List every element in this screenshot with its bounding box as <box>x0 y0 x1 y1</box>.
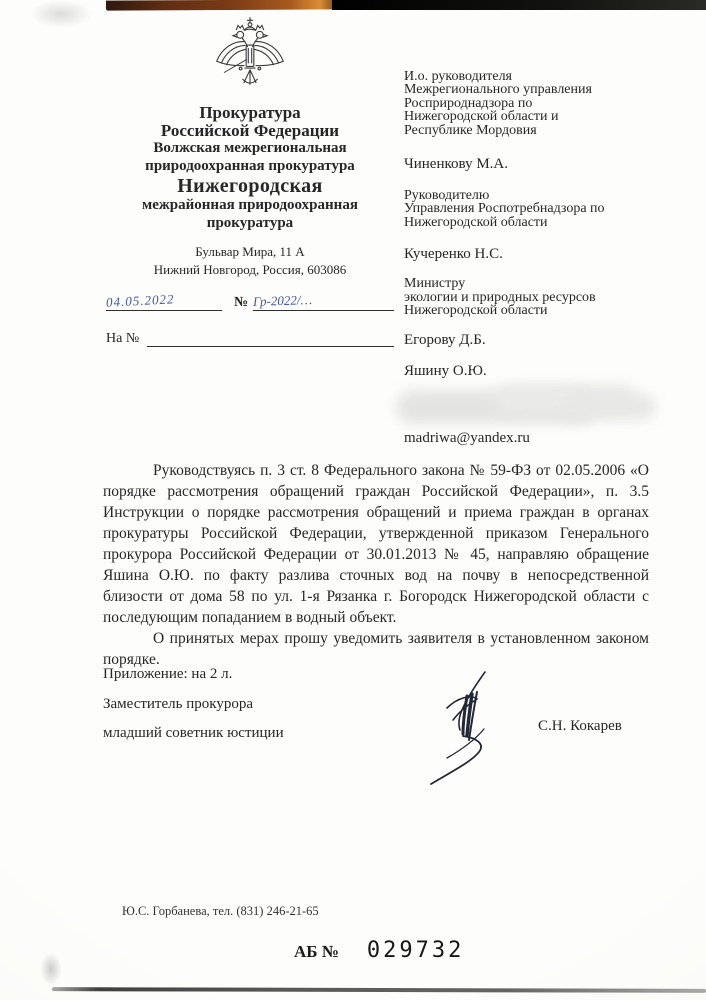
org-line: природоохранная прокуратура <box>145 157 355 174</box>
signer-title: младший советник юстиции <box>103 725 284 741</box>
redaction-blob <box>566 394 656 420</box>
scan-edge-wood <box>106 0 336 11</box>
reply-reference-row <box>106 327 394 347</box>
reply-field <box>147 346 394 347</box>
recipient-line: Нижегородской области <box>404 303 548 319</box>
recipient-name: Чиненкову М.А. <box>404 156 509 173</box>
recipient-group <box>404 277 660 317</box>
recipient-line: Росприроднадзора по <box>404 95 533 111</box>
letter-body <box>103 460 649 670</box>
recipient-name: Егорову Д.Б. <box>404 332 486 349</box>
recipients-block <box>404 70 660 447</box>
signer-title: Заместитель прокурора <box>103 696 253 712</box>
recipient-line: Министру <box>404 276 466 292</box>
recipient-line: Управления Роспотребнадзора по <box>404 201 605 217</box>
recipient-line: Руководителю <box>404 188 490 204</box>
attachment-note: Приложение: на 2 л. <box>103 666 233 682</box>
coat-of-arms-icon <box>207 16 293 98</box>
redacted-area <box>396 382 660 430</box>
body-paragraph: Руководствуясь п. 3 ст. 8 Федерального закона № 59-ФЗ от 02.05.2006 «О порядке рассмотрения обращений граждан Российской Федерации», п. 3.5 Инструкции о порядке рассмотрения обращений и приема граждан в органах прокуратуры Российской Федерации, утвержденной приказом Генерального прокурора Российской Федерации от 30.01.2013 № 45, направляю обращение Яшина О.Ю. по факту разлива сточных вод на почву в непосредственной близости от дома 58 по ул. 1-я Рязанка г. Богородск Нижегородской области с последующим попаданием в водный объект. <box>103 462 649 626</box>
scan-smudge-bottom-left <box>36 946 66 992</box>
recipient-line: Республике Мордовия <box>404 122 537 138</box>
scan-edge-shadow <box>332 0 706 10</box>
form-number: 029732 <box>366 938 465 963</box>
recipient-line: И.о. руководителя <box>404 69 513 84</box>
signer-name: С.Н. Кокарев <box>538 718 622 734</box>
scan-edge-bottom-line <box>52 987 706 993</box>
letterhead <box>106 16 394 347</box>
handwritten-signature <box>416 666 518 786</box>
recipient-name: Яшину О.Ю. <box>404 363 487 380</box>
division-line: Нижегородская <box>177 175 323 197</box>
recipient-line: Нижегородской области и <box>404 109 559 125</box>
recipient-line: Межрегионального управления <box>404 82 592 98</box>
date-field <box>106 293 222 311</box>
body-paragraph: О принятых мерах прошу уведомить заявителя в установленном законом порядке. <box>103 630 649 668</box>
recipient-line: экологии и природных ресурсов <box>404 289 596 305</box>
recipient-group <box>404 189 660 229</box>
division-line: межрайонная природоохранная <box>142 197 358 213</box>
applicant-email: madriwa@yandex.ru <box>404 430 530 447</box>
org-line: Российской Федерации <box>160 121 340 140</box>
org-line: Прокуратура <box>199 103 301 122</box>
address-line: Бульвар Мира, 11 А <box>195 244 305 259</box>
recipient-line: Нижегородской области <box>404 214 548 230</box>
recipient-group <box>404 70 660 137</box>
handwritten-number: Гр-2022/… <box>252 291 313 310</box>
address-line: Нижний Новгород, Россия, 603086 <box>153 261 347 277</box>
scan-smudge-top-left <box>16 0 106 34</box>
org-line: Волжская межрегиональная <box>153 140 347 156</box>
reply-label: На № <box>106 331 140 346</box>
number-label: № <box>234 295 249 310</box>
handwritten-date: 04.05.2022 <box>105 291 175 310</box>
recipient-name: Кучеренко Н.С. <box>404 246 503 263</box>
reference-row <box>106 291 394 311</box>
executor-contact: Ю.С. Горбанева, тел. (831) 246-21-65 <box>122 904 319 918</box>
form-series: АБ № <box>294 942 339 961</box>
division-line: прокуратура <box>206 214 294 231</box>
form-number-stamp <box>294 938 464 963</box>
number-field <box>253 293 394 311</box>
